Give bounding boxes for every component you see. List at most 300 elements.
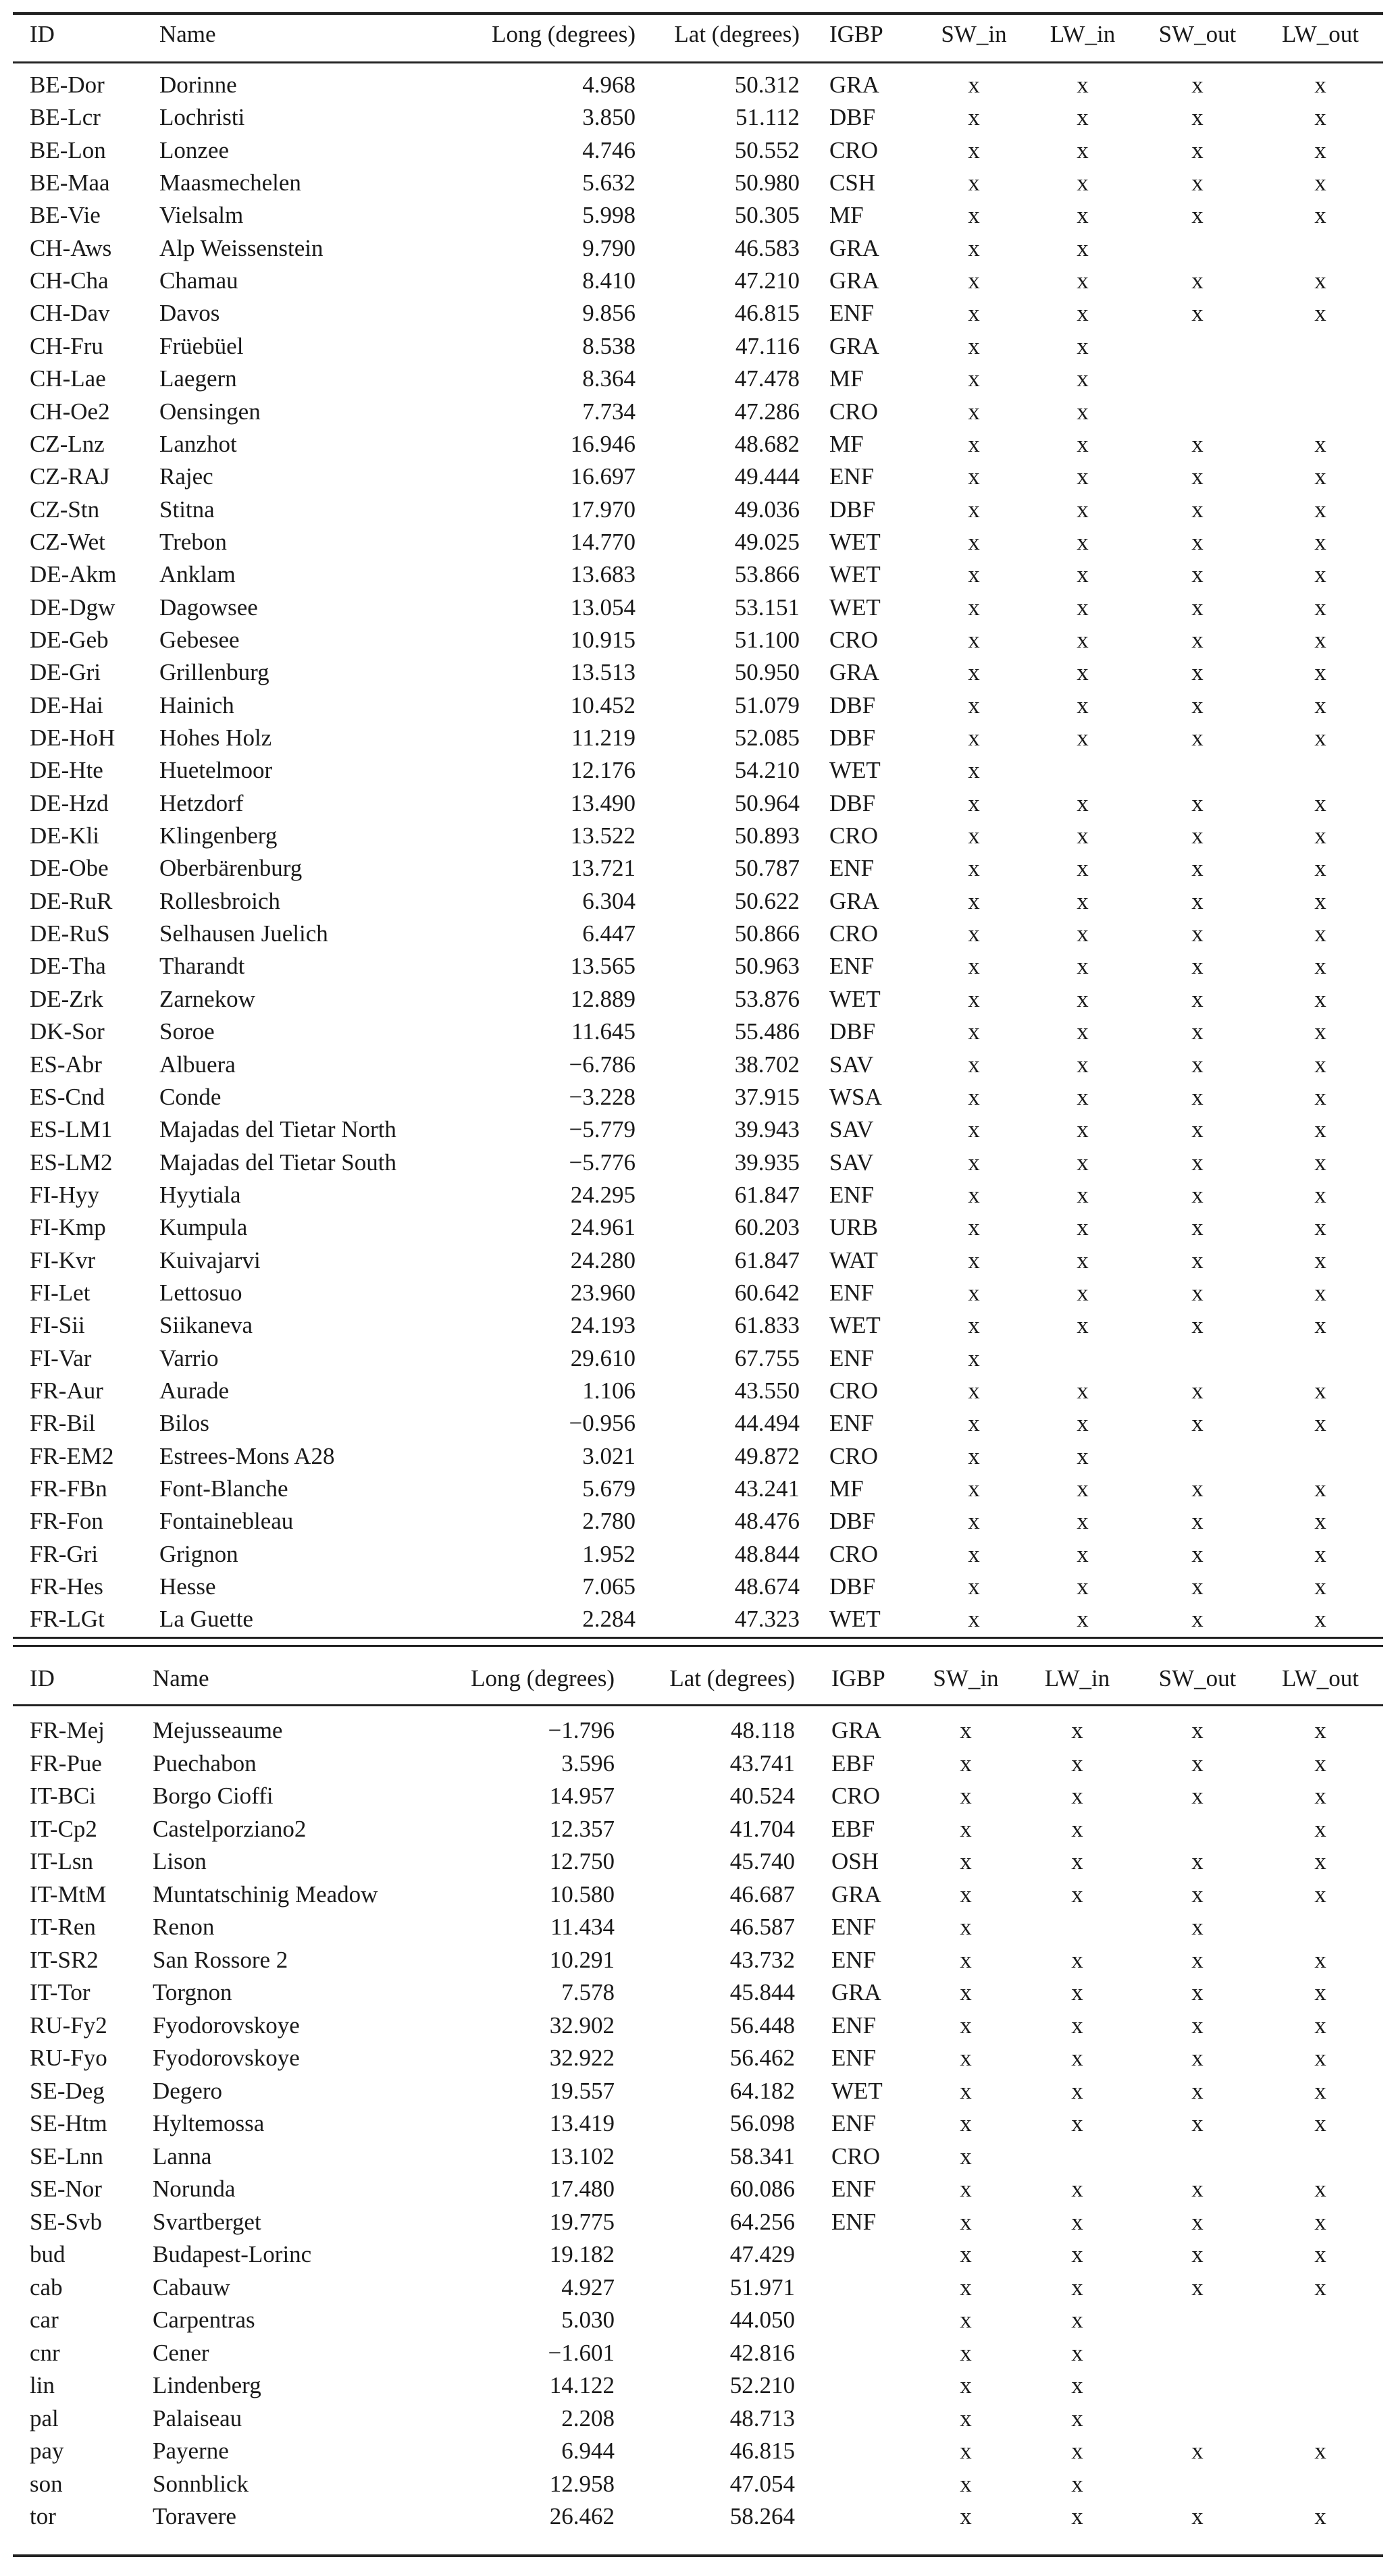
cell-lw-in: x [1071,1750,1083,1777]
cell-igbp: CRO [829,1442,878,1469]
cell-id: DE-Gri [30,659,101,686]
cell-name: Davos [159,300,220,327]
cell-lat: 43.741 [729,1750,795,1777]
table-row [0,494,1396,526]
cell-sw-out: x [1191,1783,1204,1809]
cell-id: FR-Mej [30,1717,105,1743]
cell-igbp: GRA [829,887,879,914]
cell-lw-out: x [1314,2012,1326,2039]
table-row [0,1440,1396,1473]
cell-name: Majadas del Tietar South [159,1149,396,1176]
cell-long: 13.513 [570,659,636,686]
cell-lat: 41.704 [729,1815,795,1842]
cell-lat: 43.732 [729,1946,795,1973]
cell-sw-in: x [968,1508,980,1535]
table-row [0,1179,1396,1211]
cell-lw-in: x [1077,234,1089,261]
cell-lat: 43.550 [734,1377,800,1404]
header-lw-in: LW_in [1050,21,1116,47]
cell-id: DE-Geb [30,626,109,653]
cell-lw-in: x [1077,1312,1089,1339]
cell-sw-in: x [960,2176,972,2202]
cell-sw-in: x [960,1946,972,1973]
cell-lw-in: x [1077,920,1089,947]
cell-sw-out: x [1191,2176,1204,2202]
table-row [0,1911,1396,1943]
cell-lw-in: x [1077,626,1089,653]
table-row [0,1277,1396,1309]
cell-id: BE-Vie [30,202,101,229]
table-row [0,1211,1396,1244]
cell-lw-out: x [1314,626,1326,653]
table-row [0,787,1396,820]
table-row [0,1845,1396,1878]
cell-igbp: EBF [831,1750,875,1777]
cell-lat: 49.036 [734,496,800,523]
cell-name: Carpentras [153,2307,255,2333]
cell-lw-in: x [1077,1279,1089,1306]
cell-long: 13.419 [549,2110,615,2136]
table-row [0,983,1396,1016]
cell-sw-out: x [1191,659,1204,686]
cell-long: 7.065 [582,1573,636,1600]
cell-lat: 51.100 [734,626,800,653]
cell-igbp: ENF [831,2176,877,2202]
table-row [0,199,1396,232]
cell-long: 8.538 [582,332,636,359]
cell-sw-out: x [1191,2045,1204,2071]
header-sw-in: SW_in [941,21,1007,47]
cell-sw-in: x [960,1783,972,1809]
cell-lat: 47.286 [734,398,800,425]
cell-id: DE-Dgw [30,594,115,621]
header-name: Name [159,21,216,47]
cell-lat: 60.642 [734,1279,800,1306]
cell-lw-in: x [1077,1475,1089,1502]
header-name: Name [153,1665,209,1691]
cell-long: 32.922 [549,2045,615,2071]
table-row [0,1473,1396,1505]
cell-name: Svartberget [153,2208,261,2235]
cell-name: Majadas del Tietar North [159,1116,396,1143]
cell-long: 5.030 [561,2307,615,2333]
cell-sw-in: x [968,887,980,914]
cell-name: Palaiseau [153,2404,242,2432]
cell-long: 2.208 [561,2404,615,2432]
cell-name: Puechabon [153,1750,257,1777]
cell-igbp: DBF [829,104,876,131]
cell-sw-out: x [1191,920,1204,947]
cell-lw-out: x [1314,2438,1326,2464]
cell-name: Font-Blanche [159,1475,288,1502]
table-row [0,2238,1396,2271]
table-row [0,2468,1396,2500]
cell-igbp: CRO [829,626,878,653]
cell-sw-out: x [1191,626,1204,653]
cell-lat: 60.086 [729,2176,795,2202]
table-row [0,2173,1396,2205]
cell-long: 3.596 [561,1750,615,1777]
cell-long: 5.998 [582,202,636,229]
cell-lat: 47.323 [734,1606,800,1633]
cell-sw-out: x [1191,496,1204,523]
cell-long: 13.102 [549,2143,615,2170]
header-rule-2 [13,1704,1383,1706]
cell-name: Lison [153,1848,207,1874]
cell-lw-out: x [1314,300,1326,327]
table-top-rule [13,12,1383,15]
cell-long: 13.490 [570,789,636,816]
cell-lat: 48.476 [734,1508,800,1535]
part-end-rule [13,1637,1383,1639]
cell-lw-in: x [1077,1246,1089,1273]
table-row [0,2042,1396,2074]
cell-name: San Rossore 2 [153,1946,288,1973]
cell-name: Selhausen Juelich [159,920,328,947]
cell-sw-in: x [960,2143,972,2170]
cell-sw-out: x [1191,822,1204,849]
cell-igbp: GRA [831,1979,881,2005]
cell-lat: 64.256 [729,2208,795,2235]
cell-lw-out: x [1314,1750,1326,1777]
cell-igbp: CRO [829,920,878,947]
table-row [0,526,1396,558]
cell-sw-in: x [968,789,980,816]
cell-sw-out: x [1191,1606,1204,1633]
cell-name: Renon [153,1914,215,1940]
table-row [0,1538,1396,1571]
cell-lw-in: x [1071,1881,1083,1908]
cell-id: SE-Nor [30,2176,102,2202]
cell-name: Rollesbroich [159,887,280,914]
cell-lat: 45.740 [729,1848,795,1874]
cell-lw-in: x [1071,2208,1083,2235]
cell-sw-in: x [968,136,980,163]
cell-lat: 50.622 [734,887,800,914]
cell-id: FR-Pue [30,1750,102,1777]
cell-long: 13.721 [570,855,636,882]
cell-lw-in: x [1077,1573,1089,1600]
cell-igbp: ENF [831,1946,877,1973]
cell-lw-in: x [1077,332,1089,359]
cell-name: Siikaneva [159,1312,253,1339]
cell-igbp: URB [829,1214,878,1241]
table-row [0,1375,1396,1407]
cell-lat: 48.844 [734,1540,800,1567]
cell-sw-out: x [1191,1979,1204,2005]
cell-id: FR-Aur [30,1377,103,1404]
cell-lw-out: x [1314,920,1326,947]
cell-lat: 50.787 [734,855,800,882]
cell-lw-in: x [1071,1946,1083,1973]
cell-lw-out: x [1314,953,1326,980]
cell-long: 16.697 [570,463,636,490]
cell-sw-in: x [960,1979,972,2005]
cell-id: FI-Sii [30,1312,85,1339]
cell-sw-in: x [968,463,980,490]
cell-lw-in: x [1077,659,1089,686]
cell-long: 8.364 [582,365,636,392]
table-row [0,2206,1396,2238]
cell-name: Borgo Cioffi [153,1783,274,1809]
cell-igbp: CRO [829,1540,878,1567]
cell-igbp: WET [829,594,881,621]
cell-sw-in: x [968,300,980,327]
cell-sw-in: x [960,1717,972,1743]
cell-lw-in: x [1077,1606,1089,1633]
header-igbp: IGBP [829,21,883,47]
cell-igbp: CRO [829,398,878,425]
cell-id: DK-Sor [30,1018,105,1045]
cell-id: DE-Zrk [30,985,103,1012]
cell-name: Vielsalm [159,202,244,229]
table-row [0,656,1396,689]
cell-lat: 61.847 [734,1181,800,1208]
cell-igbp: WET [829,561,881,588]
cell-sw-out: x [1191,1717,1204,1743]
cell-long: 11.645 [571,1018,636,1045]
cell-lat: 48.713 [729,2404,795,2432]
cell-sw-out: x [1191,528,1204,555]
header-long: Long (degrees) [471,1665,615,1691]
cell-sw-in: x [968,1606,980,1633]
table-row [0,101,1396,134]
cell-name: Laegern [159,365,237,392]
cell-sw-out: x [1191,1540,1204,1567]
cell-id: IT-Cp2 [30,1815,97,1842]
cell-id: DE-Kli [30,822,100,849]
cell-name: Grillenburg [159,659,269,686]
table-row [0,461,1396,493]
cell-sw-in: x [960,1881,972,1908]
cell-name: Budapest-Lorinc [153,2241,312,2267]
table-row [0,1878,1396,1911]
cell-lw-in: x [1071,2438,1083,2464]
cell-lw-out: x [1314,887,1326,914]
cell-lat: 44.494 [734,1410,800,1437]
table-row [0,167,1396,199]
cell-id: bud [30,2241,66,2267]
cell-name: Gebesee [159,626,240,653]
cell-name: Kuivajarvi [159,1246,261,1273]
table-bottom-rule [13,2554,1383,2557]
cell-name: Lonzee [159,136,229,163]
cell-lw-out: x [1314,430,1326,457]
cell-sw-in: x [968,985,980,1012]
cell-sw-out: x [1191,1083,1204,1110]
header-lw-in: LW_in [1044,1665,1110,1691]
cell-long: 4.746 [582,136,636,163]
cell-sw-out: x [1191,2438,1204,2464]
table-row [0,2435,1396,2467]
cell-long: 32.902 [549,2012,615,2039]
cell-sw-out: x [1191,1116,1204,1143]
cell-lat: 47.116 [735,332,800,359]
cell-long: −5.776 [569,1149,636,1176]
cell-lw-out: x [1314,1606,1326,1633]
cell-lat: 58.341 [729,2143,795,2170]
cell-name: Hetzdorf [159,789,244,816]
cell-long: 6.304 [582,887,636,914]
cell-igbp: DBF [829,725,876,751]
cell-lat: 50.312 [734,72,800,98]
cell-lat: 54.210 [734,757,800,784]
cell-igbp: WET [829,528,881,555]
cell-sw-in: x [968,1410,980,1437]
cell-long: −1.601 [548,2339,615,2366]
cell-lat: 50.552 [734,136,800,163]
cell-lat: 53.151 [734,594,800,621]
cell-igbp: CRO [829,136,878,163]
table-row [0,1147,1396,1179]
cell-sw-in: x [960,2110,972,2136]
cell-long: 10.452 [570,691,636,718]
cell-lat: 51.971 [729,2273,795,2301]
header-lw-out: LW_out [1281,1665,1360,1691]
cell-sw-in: x [968,953,980,980]
cell-name: Toravere [153,2503,236,2529]
cell-lw-in: x [1071,2404,1083,2432]
cell-igbp: ENF [829,1181,875,1208]
cell-sw-in: x [960,1815,972,1842]
cell-id: tor [30,2503,56,2529]
cell-name: Klingenberg [159,822,278,849]
cell-sw-in: x [968,725,980,751]
cell-name: Soroe [159,1018,215,1045]
cell-lw-out: x [1314,1848,1326,1874]
cell-lat: 49.444 [734,463,800,490]
header-sw-in: SW_in [933,1665,999,1691]
part-start-rule [13,1645,1383,1647]
cell-sw-out: x [1191,594,1204,621]
cell-sw-in: x [960,2404,972,2432]
cell-id: SE-Svb [30,2208,102,2235]
cell-name: Dagowsee [159,594,258,621]
cell-long: 17.480 [549,2176,615,2202]
cell-igbp: SAV [829,1051,874,1078]
cell-lw-in: x [1077,1083,1089,1110]
cell-lw-in: x [1077,561,1089,588]
cell-name: Dorinne [159,72,237,98]
cell-sw-in: x [960,1848,972,1874]
cell-id: lin [30,2372,55,2398]
cell-lw-in: x [1071,2077,1083,2104]
table-row [0,1049,1396,1081]
cell-igbp: CRO [829,1377,878,1404]
cell-lw-out: x [1314,1946,1326,1973]
cell-name: Degero [153,2077,223,2104]
cell-sw-in: x [968,496,980,523]
cell-sw-out: x [1191,300,1204,327]
cell-long: 13.683 [570,561,636,588]
cell-long: 9.856 [582,300,636,327]
cell-lw-out: x [1314,691,1326,718]
table-row [0,396,1396,428]
cell-name: Muntatschinig Meadow [153,1881,378,1908]
cell-sw-in: x [968,365,980,392]
cell-id: car [30,2307,59,2333]
cell-long: 19.557 [549,2077,615,2104]
table-row [0,2107,1396,2140]
cell-sw-out: x [1191,1914,1204,1940]
cell-id: DE-Tha [30,953,106,980]
cell-igbp: ENF [831,2110,877,2136]
table-row [0,950,1396,982]
cell-lw-out: x [1314,1410,1326,1437]
cell-id: FR-Hes [30,1573,103,1600]
cell-lat: 52.210 [729,2372,795,2398]
cell-lat: 56.462 [729,2045,795,2071]
cell-name: Conde [159,1083,222,1110]
cell-id: IT-Lsn [30,1848,93,1874]
cell-sw-in: x [960,2307,972,2333]
cell-name: Chamau [159,267,238,294]
cell-lw-out: x [1314,725,1326,751]
cell-sw-out: x [1191,136,1204,163]
cell-igbp: GRA [831,1881,881,1908]
cell-igbp: GRA [831,1717,881,1743]
cell-id: DE-RuR [30,887,113,914]
cell-name: Lettosuo [159,1279,242,1306]
cell-lw-in: x [1077,1051,1089,1078]
cell-id: SE-Lnn [30,2143,103,2170]
cell-igbp: ENF [829,463,875,490]
cell-sw-in: x [960,2241,972,2267]
cell-sw-in: x [968,267,980,294]
cell-lw-out: x [1314,202,1326,229]
cell-lw-out: x [1314,463,1326,490]
cell-igbp: CRO [831,2143,880,2170]
cell-sw-in: x [968,1377,980,1404]
cell-lw-out: x [1314,1717,1326,1743]
cell-lw-out: x [1314,561,1326,588]
cell-sw-out: x [1191,169,1204,196]
cell-lw-out: x [1314,169,1326,196]
cell-long: 10.580 [549,1881,615,1908]
cell-sw-in: x [968,1442,980,1469]
cell-sw-in: x [960,2503,972,2529]
cell-name: Torgnon [153,1979,232,2005]
cell-sw-out: x [1191,2503,1204,2529]
cell-lw-out: x [1314,855,1326,882]
cell-lw-in: x [1077,985,1089,1012]
cell-name: Oberbärenburg [159,855,303,882]
table-row [0,1016,1396,1048]
cell-lw-out: x [1314,1312,1326,1339]
cell-igbp: GRA [829,332,879,359]
cell-igbp: GRA [829,267,879,294]
cell-igbp: GRA [829,72,879,98]
cell-lat: 53.876 [734,985,800,1012]
cell-name: Sonnblick [153,2470,249,2497]
cell-long: 4.927 [561,2273,615,2301]
cell-lw-out: x [1314,1051,1326,1078]
cell-name: Grignon [159,1540,238,1567]
cell-igbp: ENF [829,1279,875,1306]
cell-sw-out: x [1191,691,1204,718]
cell-igbp: ENF [831,2045,877,2071]
cell-lat: 46.815 [729,2438,795,2464]
cell-lw-out: x [1314,72,1326,98]
header-id: ID [30,1665,55,1691]
cell-name: Anklam [159,561,236,588]
cell-sw-in: x [968,202,980,229]
cell-long: 2.780 [582,1508,636,1535]
cell-lat: 50.964 [734,789,800,816]
table-row [0,2009,1396,2042]
cell-id: FI-Var [30,1344,92,1371]
cell-lat: 47.429 [729,2241,795,2267]
